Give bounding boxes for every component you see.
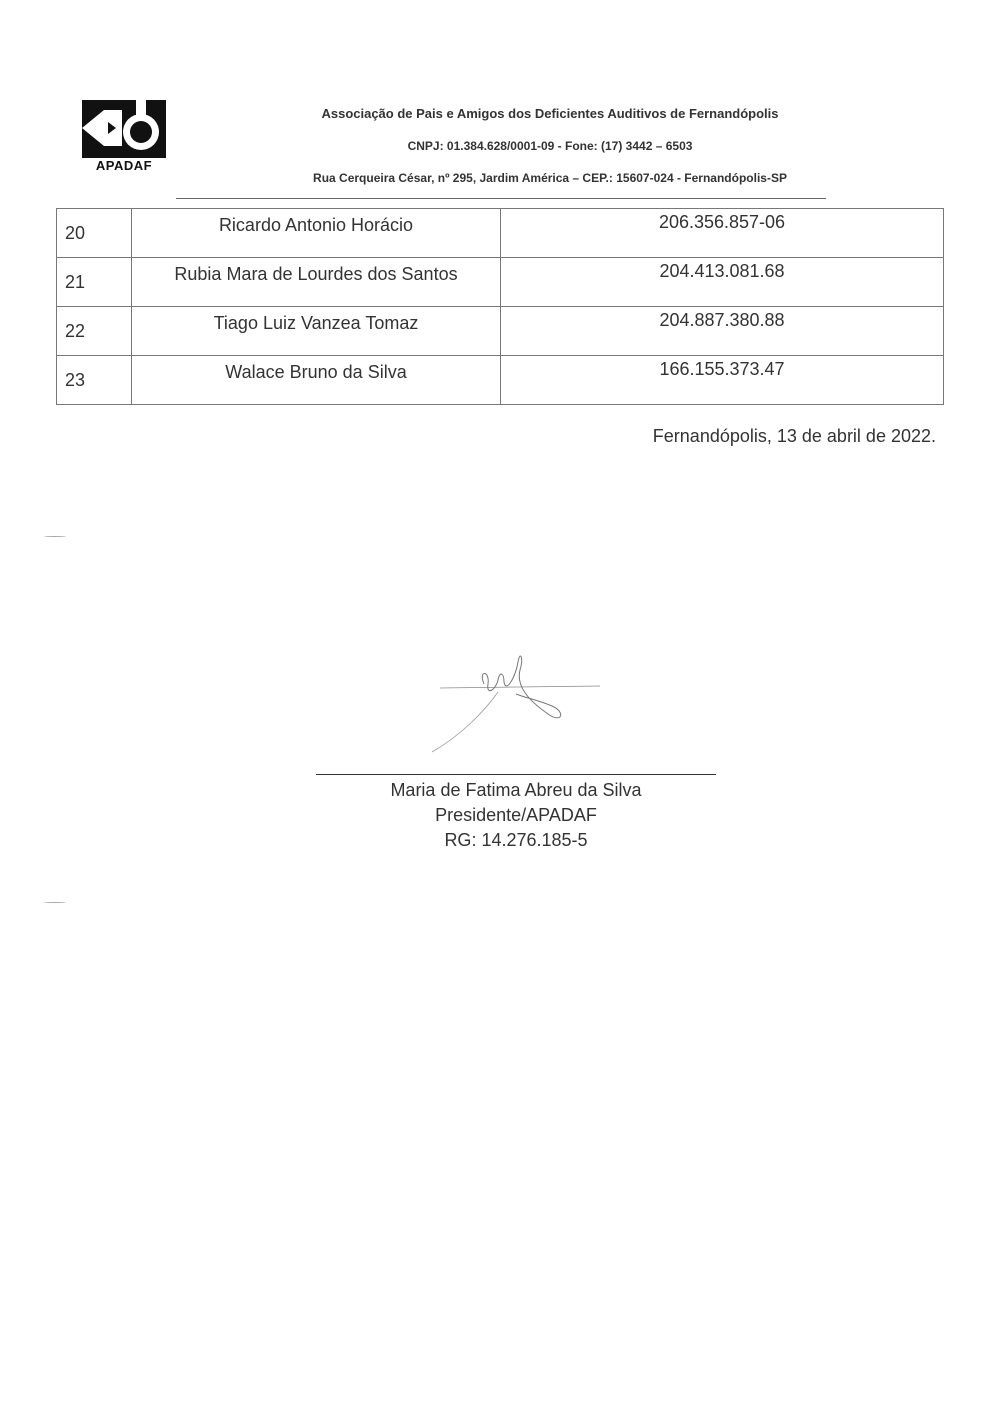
row-cpf: 166.155.373.47 (501, 356, 944, 405)
punch-mark (44, 536, 66, 537)
member-table (56, 208, 944, 405)
row-number: 23 (57, 356, 132, 405)
signatory-name: Maria de Fatima Abreu da Silva (390, 780, 642, 800)
cnpj-phone: CNPJ: 01.384.628/0001-09 - Fone: (17) 3442 – 6503 (407, 139, 693, 153)
row-number: 22 (57, 307, 132, 356)
row-cpf: 206.356.857-06 (501, 209, 944, 258)
apadaf-logo (78, 96, 170, 176)
row-cpf: 204.887.380.88 (501, 307, 944, 356)
logo-text: APADAF (95, 158, 153, 173)
signatory-rg: RG: 14.276.185-5 (444, 830, 588, 850)
row-cpf: 204.413.081.68 (501, 258, 944, 307)
handwritten-signature (420, 640, 610, 760)
org-name: Associação de Pais e Amigos dos Deficientes Auditivos de Fernandópolis (321, 106, 779, 121)
date-line: Fernandópolis, 13 de abril de 2022. (652, 426, 936, 446)
table-row (57, 258, 944, 307)
header-divider (176, 198, 826, 199)
row-number: 21 (57, 258, 132, 307)
row-name: Tiago Luiz Vanzea Tomaz (132, 307, 501, 356)
table-row (57, 356, 944, 405)
signatory-block (316, 778, 716, 853)
row-name: Walace Bruno da Silva (132, 356, 501, 405)
punch-mark (44, 902, 66, 903)
signature-line (316, 774, 716, 775)
row-name: Ricardo Antonio Horácio (132, 209, 501, 258)
signatory-role: Presidente/APADAF (435, 805, 597, 825)
ear-logo-icon (78, 96, 170, 158)
address: Rua Cerqueira César, nº 295, Jardim América – CEP.: 15607-024 - Fernandópolis-SP (313, 171, 787, 185)
row-number: 20 (57, 209, 132, 258)
table-row (57, 307, 944, 356)
table-row (57, 209, 944, 258)
row-name: Rubia Mara de Lourdes dos Santos (132, 258, 501, 307)
